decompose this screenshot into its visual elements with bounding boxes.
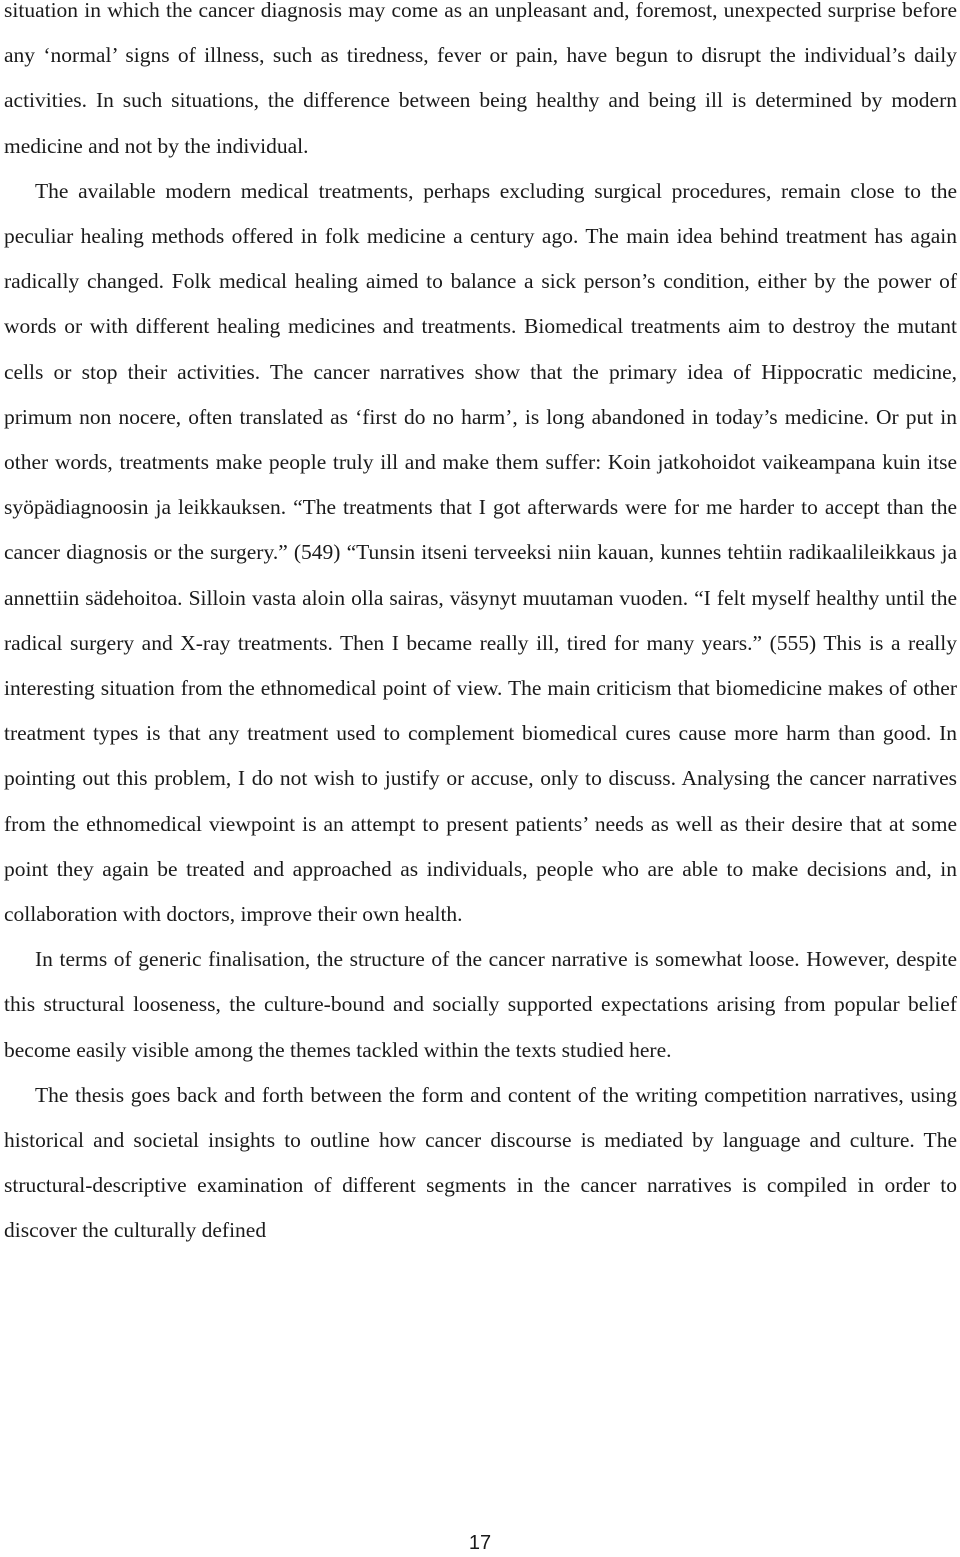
page-number: 17	[468, 1532, 492, 1554]
paragraph-4: The thesis goes back and forth between the form and content of the writing competition narratives, using historical and societal insights to outline how cancer discourse is mediated by language and culture. The structural-descriptive examination of different segments in the cancer narratives is compiled in order to discover the culturally defined	[4, 1082, 957, 1243]
paragraph-1: situation in which the cancer diagnosis may come as an unpleasant and, foremost, unexpected surprise before any ‘normal’ signs of illness, such as tiredness, fever or pain, have begun to disrupt the individual’s daily activities. In such situations, the difference between being healthy and being ill is determined by modern medicine and not by the individual.	[4, 0, 957, 158]
paragraph-3: In terms of generic finalisation, the structure of the cancer narrative is somewhat loose. However, despite this structural looseness, the culture-bound and socially supported expectations arising from popular belief become easily visible among the themes tackled within the texts studied here.	[4, 947, 957, 1062]
paragraph-2: The available modern medical treatments, perhaps excluding surgical procedures, remain close to the peculiar healing methods offered in folk medicine a century ago. The main idea behind treatment has again radically changed. Folk medical healing aimed to balance a sick person’s condition, either by the power of words or with different healing medicines and treatments. Biomedical treatments aim to destroy the mutant cells or stop their activities. The cancer narratives show that the primary idea of Hippocratic medicine, primum non nocere, often translated as ‘first do no harm’, is long abandoned in today’s medicine. Or put in other words, treatments make people truly ill and make them suffer: Koin jatkohoidot vaikeampana kuin itse syöpädiagnoosin ja leikkauksen. “The treatments that I got afterwards were for me harder to accept than the cancer diagnosis or the surgery.” (549) “Tunsin itseni terveeksi niin kauan, kunnes tehtiin radikaalileikkaus ja annettiin sädehoitoa. Silloin vasta aloin olla sairas, väsynyt muutaman vuoden. “I felt myself healthy until the radical surgery and X-ray treatments. Then I became really ill, tired for many years.” (555) This is a really interesting situation from the ethnomedical point of view. The main criticism that biomedicine makes of other treatment types is that any treatment used to complement biomedical cures cause more harm than good. In pointing out this problem, I do not wish to justify or accuse, only to discuss. Analysing the cancer narratives from the ethnomedical viewpoint is an attempt to present patients’ needs as well as their desire that at some point they again be treated and approached as individuals, people who are able to make decisions and, in collaboration with doctors, improve their own health.	[4, 178, 957, 927]
document-page	[4, 0, 957, 1254]
